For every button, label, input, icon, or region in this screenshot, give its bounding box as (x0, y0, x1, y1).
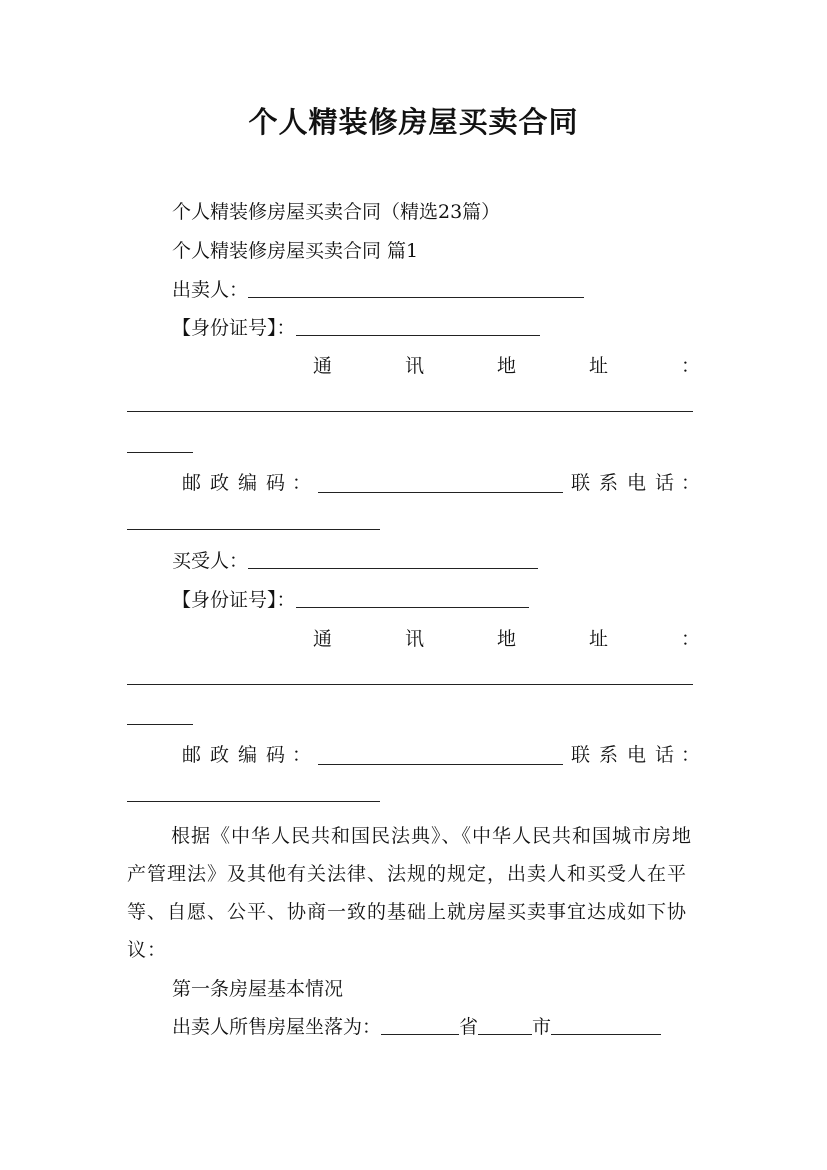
buyer-phone-char-2: 系 (599, 744, 619, 766)
buyer-line (172, 547, 538, 575)
seller-addr-char-1: 通 (313, 355, 333, 377)
buyer-label: 买受人： (172, 550, 249, 572)
province-blank[interactable] (381, 1016, 459, 1035)
seller-addr-char-3: 地 (497, 355, 517, 377)
intro-paragraph: 根据《中华人民共和国民法典》、《中华人民共和国城市房地产管理法》及其他有关法律、法规的规定，出卖人和买受人在平等、自愿、公平、协商一致的基础上就房屋买卖事宜达成如下协议： (127, 825, 693, 961)
buyer-addr-char-4: 址 (589, 628, 609, 650)
seller-address-blank-cont[interactable] (127, 452, 193, 453)
buyer-postal-blank[interactable] (318, 764, 563, 765)
seller-postal-char-2: 政 (210, 472, 230, 494)
subtitle-line: 个人精装修房屋买卖合同（精选23篇） (172, 201, 501, 223)
seller-addr-colon: ： (681, 355, 701, 377)
buyer-phone-blank[interactable] (127, 801, 380, 802)
seller-address-blank[interactable] (127, 411, 693, 412)
buyer-phone-char-1: 联 (571, 744, 591, 766)
buyer-postal-colon: ： (292, 744, 312, 766)
buyer-postal-char-3: 编 (238, 744, 258, 766)
seller-id-label: 【身份证号】： (172, 317, 296, 339)
province-label: 省 (459, 1016, 479, 1038)
buyer-postal-char-1: 邮 (182, 744, 202, 766)
buyer-phone-char-3: 电 (627, 744, 647, 766)
document-title: 个人精装修房屋买卖合同 (248, 105, 579, 139)
seller-addr-char-2: 讯 (405, 355, 425, 377)
buyer-id-blank[interactable] (296, 589, 529, 608)
buyer-postal-char-2: 政 (210, 744, 230, 766)
buyer-address-blank[interactable] (127, 684, 693, 685)
seller-phone-blank[interactable] (127, 529, 380, 530)
buyer-postal-char-4: 码 (266, 744, 286, 766)
district-blank[interactable] (551, 1016, 661, 1035)
seller-name-blank[interactable] (248, 279, 584, 298)
seller-postal-char-3: 编 (238, 472, 258, 494)
seller-phone-char-4: 话 (655, 472, 675, 494)
seller-phone-char-1: 联 (571, 472, 591, 494)
article-1-heading: 第一条房屋基本情况 (172, 978, 344, 1000)
seller-postal-char-1: 邮 (182, 472, 202, 494)
buyer-id-line (172, 586, 529, 614)
seller-label: 出卖人： (172, 279, 249, 301)
seller-postal-colon: ： (292, 472, 312, 494)
buyer-phone-colon: ： (681, 744, 701, 766)
seller-id-blank[interactable] (296, 317, 540, 336)
location-line (172, 1013, 661, 1041)
location-label: 出卖人所售房屋坐落为： (172, 1016, 382, 1038)
seller-id-line (172, 314, 540, 342)
buyer-phone-char-4: 话 (655, 744, 675, 766)
seller-phone-char-2: 系 (599, 472, 619, 494)
buyer-addr-char-1: 通 (313, 628, 333, 650)
seller-line (172, 276, 584, 304)
seller-postal-blank[interactable] (318, 492, 563, 493)
buyer-name-blank[interactable] (248, 550, 538, 569)
buyer-id-label: 【身份证号】： (172, 589, 296, 611)
buyer-addr-char-3: 地 (497, 628, 517, 650)
city-blank[interactable] (478, 1016, 532, 1035)
buyer-address-blank-cont[interactable] (127, 724, 193, 725)
buyer-addr-colon: ： (681, 628, 701, 650)
seller-addr-char-4: 址 (589, 355, 609, 377)
buyer-addr-char-2: 讯 (405, 628, 425, 650)
city-label: 市 (532, 1016, 552, 1038)
seller-postal-char-4: 码 (266, 472, 286, 494)
seller-phone-colon: ： (681, 472, 701, 494)
chapter-heading: 个人精装修房屋买卖合同 篇1 (172, 240, 419, 262)
seller-phone-char-3: 电 (627, 472, 647, 494)
